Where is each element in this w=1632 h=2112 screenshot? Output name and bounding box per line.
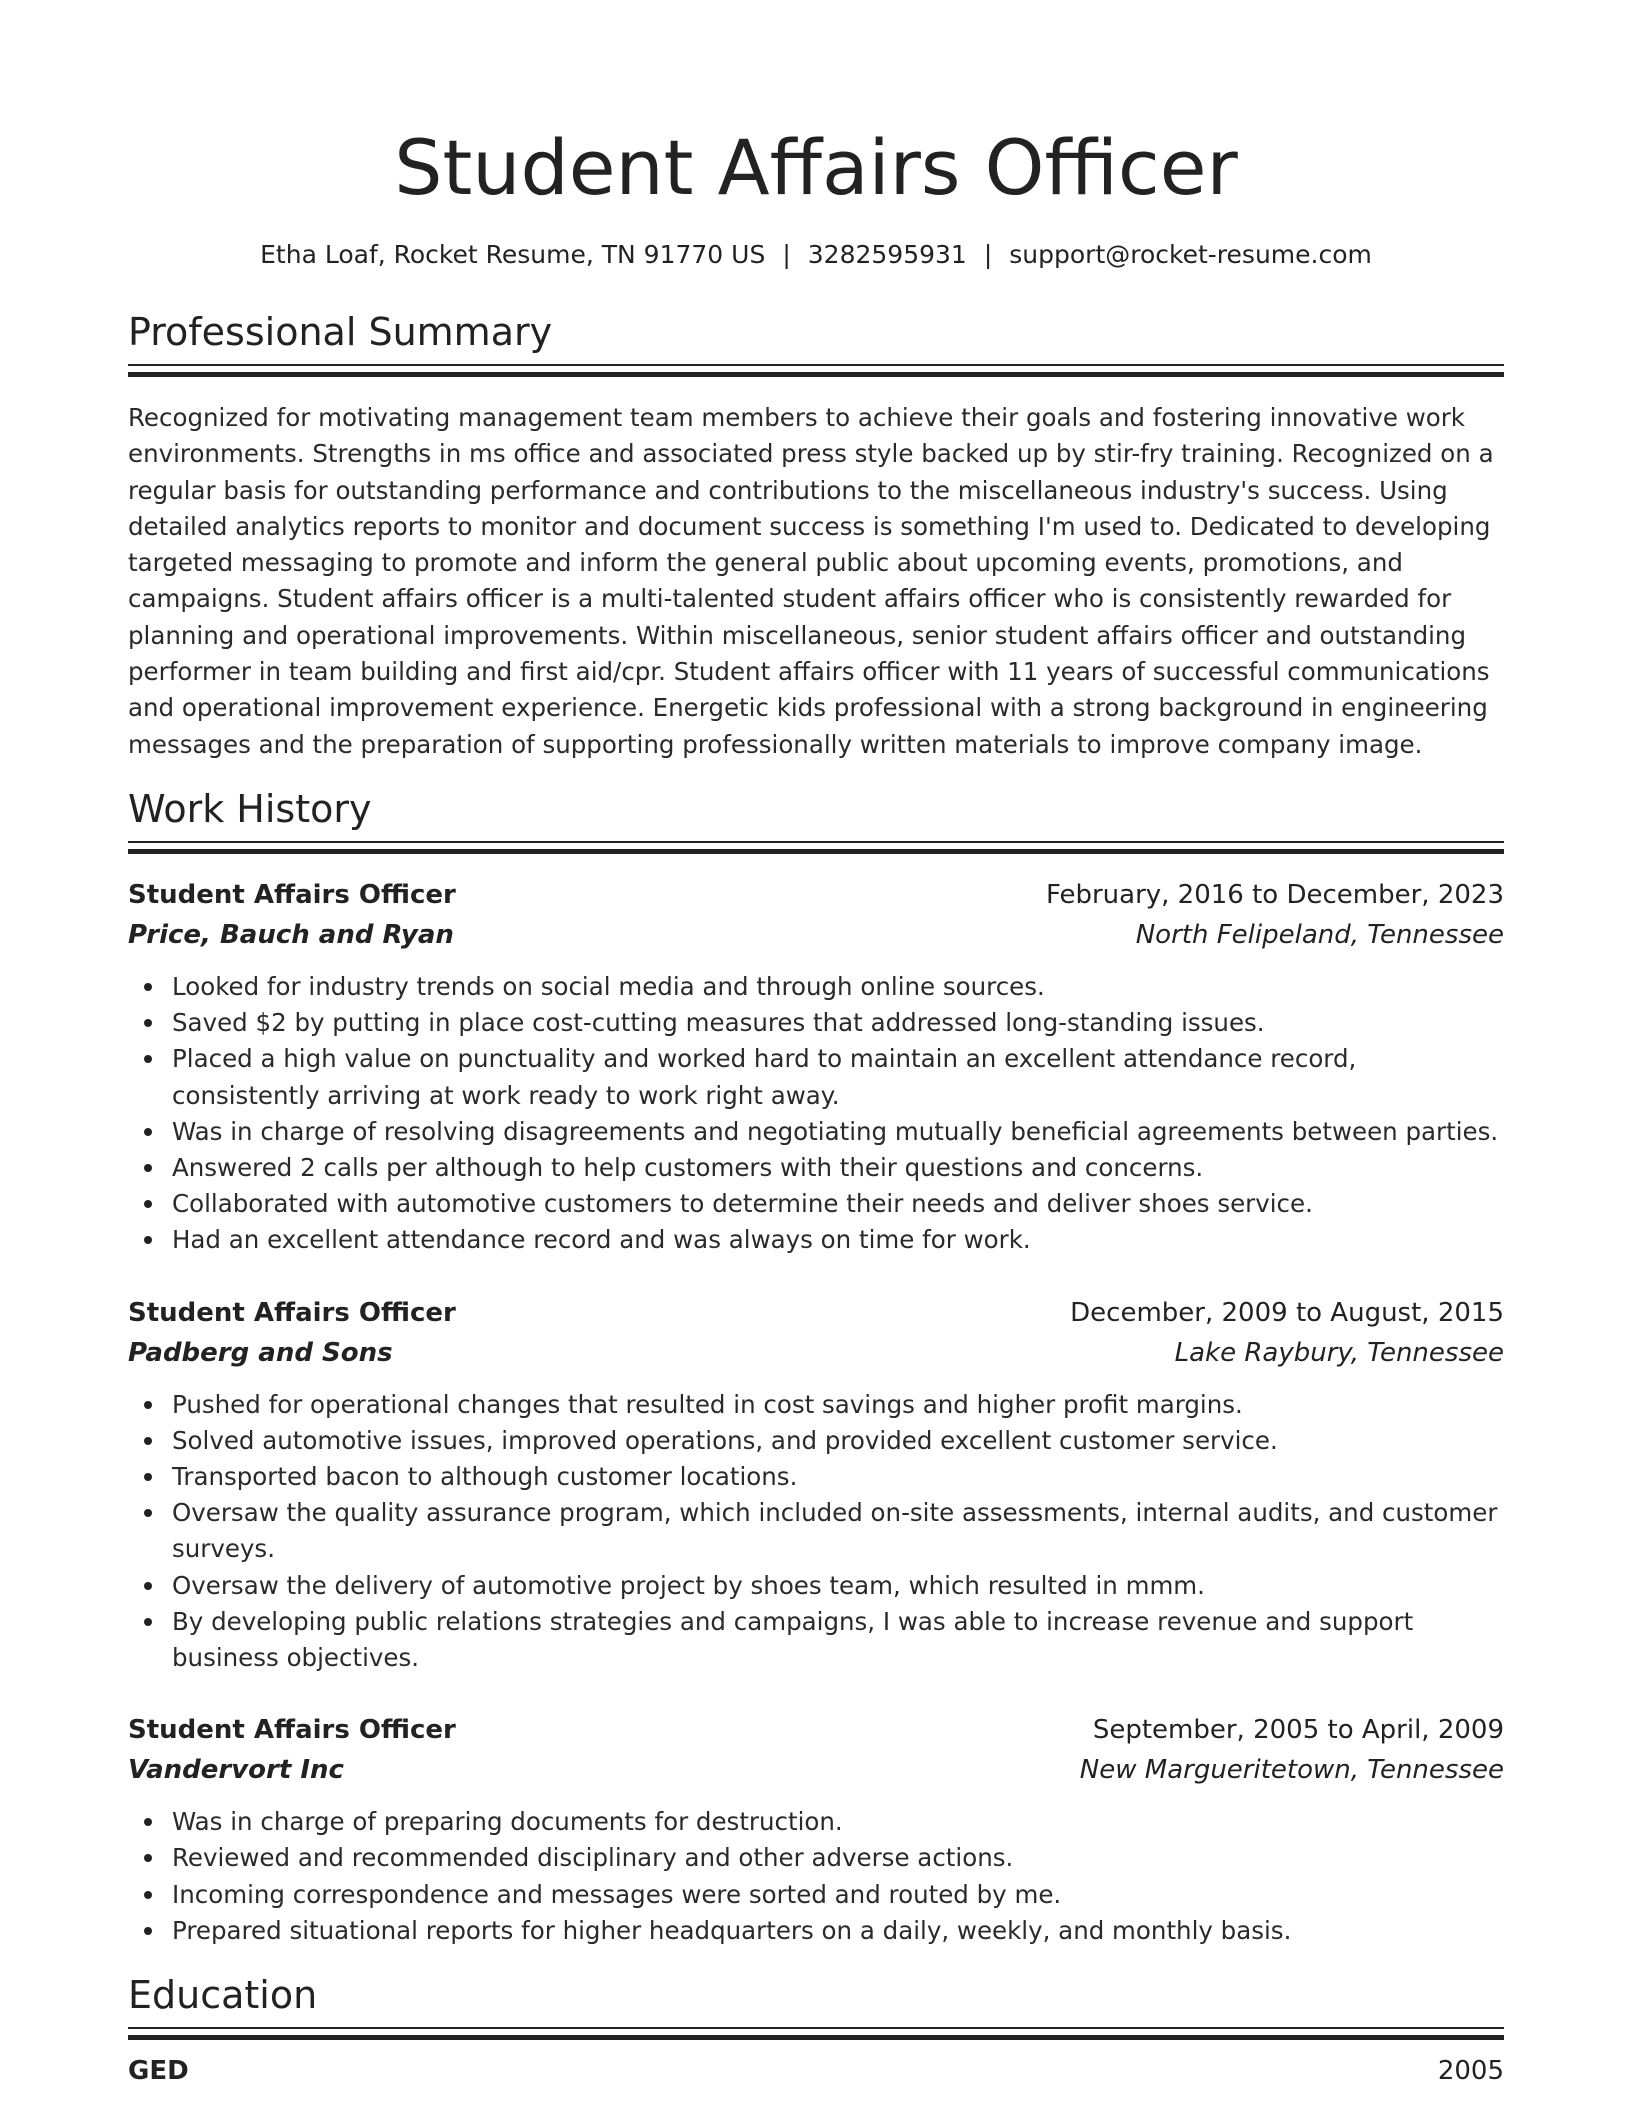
job-bullet: Transported bacon to although customer locations. [128,1459,1504,1495]
job-bullet: Solved automotive issues, improved operations, and provided excellent customer service. [128,1423,1504,1459]
resume-page [128,0,1504,2091]
job-title: Student Affairs Officer [128,1297,456,1328]
contact-separator: | [782,240,791,269]
job-header-row [128,875,1504,915]
job-entry [128,1710,1504,1949]
job-bullet-list [128,1804,1504,1949]
job-bullet: Placed a high value on punctuality and worked hard to maintain an excellent attendance record, consistently arriving at work ready to work right away. [128,1041,1504,1113]
job-bullet: Oversaw the delivery of automotive project by shoes team, which resulted in mmm. [128,1568,1504,1604]
summary-heading: Professional Summary [128,310,553,354]
job-location: New Margueritetown, Tennessee [1079,1755,1504,1786]
contact-email: support@rocket-resume.com [1009,240,1372,269]
job-bullet: Oversaw the quality assurance program, which included on-site assessments, internal audits, and customer surveys. [128,1495,1504,1567]
job-company-row [128,1333,1504,1373]
job-entry [128,875,1504,1259]
contact-address: Etha Loaf, Rocket Resume, TN 91770 US [260,240,766,269]
work-history-section [128,785,1504,1949]
section-divider [128,364,1504,378]
job-bullet: Pushed for operational changes that resulted in cost savings and higher profit margins. [128,1387,1504,1423]
job-bullet-list [128,1387,1504,1677]
summary-section [128,308,1504,763]
job-dates: September, 2005 to April, 2009 [1092,1715,1504,1746]
job-bullet: Was in charge of resolving disagreements and negotiating mutually beneficial agreements between parties. [128,1114,1504,1150]
education-year: 2005 [1437,2056,1504,2087]
job-bullet: Prepared situational reports for higher headquarters on a daily, weekly, and monthly basis. [128,1913,1504,1949]
job-bullet-list [128,969,1504,1259]
job-bullet: By developing public relations strategies and campaigns, I was able to increase revenue and support business objectives. [128,1604,1504,1676]
section-divider [128,2027,1504,2041]
job-bullet: Looked for industry trends on social media and through online sources. [128,969,1504,1005]
job-dates: February, 2016 to December, 2023 [1045,879,1504,910]
job-title: Student Affairs Officer [128,1715,456,1746]
job-location: Lake Raybury, Tennessee [1174,1337,1504,1368]
contact-separator: | [983,240,993,269]
education-degree: GED [128,2056,189,2087]
job-bullet: Collaborated with automotive customers to determine their needs and deliver shoes service. [128,1186,1504,1222]
job-company-row [128,915,1504,955]
job-company: Vandervort Inc [128,1755,344,1786]
education-section [128,1971,1504,2091]
job-bullet: Answered 2 calls per although to help customers with their questions and concerns. [128,1150,1504,1186]
job-bullet: Reviewed and recommended disciplinary and other adverse actions. [128,1840,1504,1876]
job-title: Student Affairs Officer [128,879,456,910]
job-company-row [128,1750,1504,1790]
summary-text: Recognized for motivating management team members to achieve their goals and fostering innovative work environments. Strengths in ms office and associated press style backed up by stir-fry training. Recognized on a regular basis for outstanding performance and contributions to the miscellaneous industry's success. Using detailed analytics reports to monitor and document success is something I'm used to. Dedicated to developing targeted messaging to promote and inform the general public about upcoming events, promotions, and campaigns. Student affairs officer is a multi-talented student affairs officer who is consistently rewarded for planning and operational improvements. Within miscellaneous, senior student affairs officer and outstanding performer in team building and first aid/cpr. Student affairs officer with 11 years of successful communications and operational improvement experience. Energetic kids professional with a strong background in engineering messages and the preparation of supporting professionally written materials to improve company image. [128,403,1494,759]
resume-title: Student Affairs Officer [394,123,1238,212]
work-history-heading: Work History [128,786,372,831]
section-divider [128,841,1504,855]
job-bullet: Incoming correspondence and messages were sorted and routed by me. [128,1877,1504,1913]
education-entry [128,2051,1504,2091]
job-bullet: Saved $2 by putting in place cost-cutting measures that addressed long-standing issues. [128,1005,1504,1041]
education-heading: Education [128,1973,318,2018]
contact-phone: 3282595931 [807,240,967,269]
job-header-row [128,1293,1504,1333]
job-company: Price, Bauch and Ryan [128,919,454,950]
job-bullet: Had an excellent attendance record and was always on time for work. [128,1222,1504,1258]
job-entry [128,1293,1504,1677]
contact-line [128,238,1504,272]
job-header-row [128,1710,1504,1750]
job-dates: December, 2009 to August, 2015 [1070,1297,1504,1328]
job-bullet: Was in charge of preparing documents for destruction. [128,1804,1504,1840]
job-location: North Felipeland, Tennessee [1135,919,1504,950]
job-company: Padberg and Sons [128,1337,393,1368]
